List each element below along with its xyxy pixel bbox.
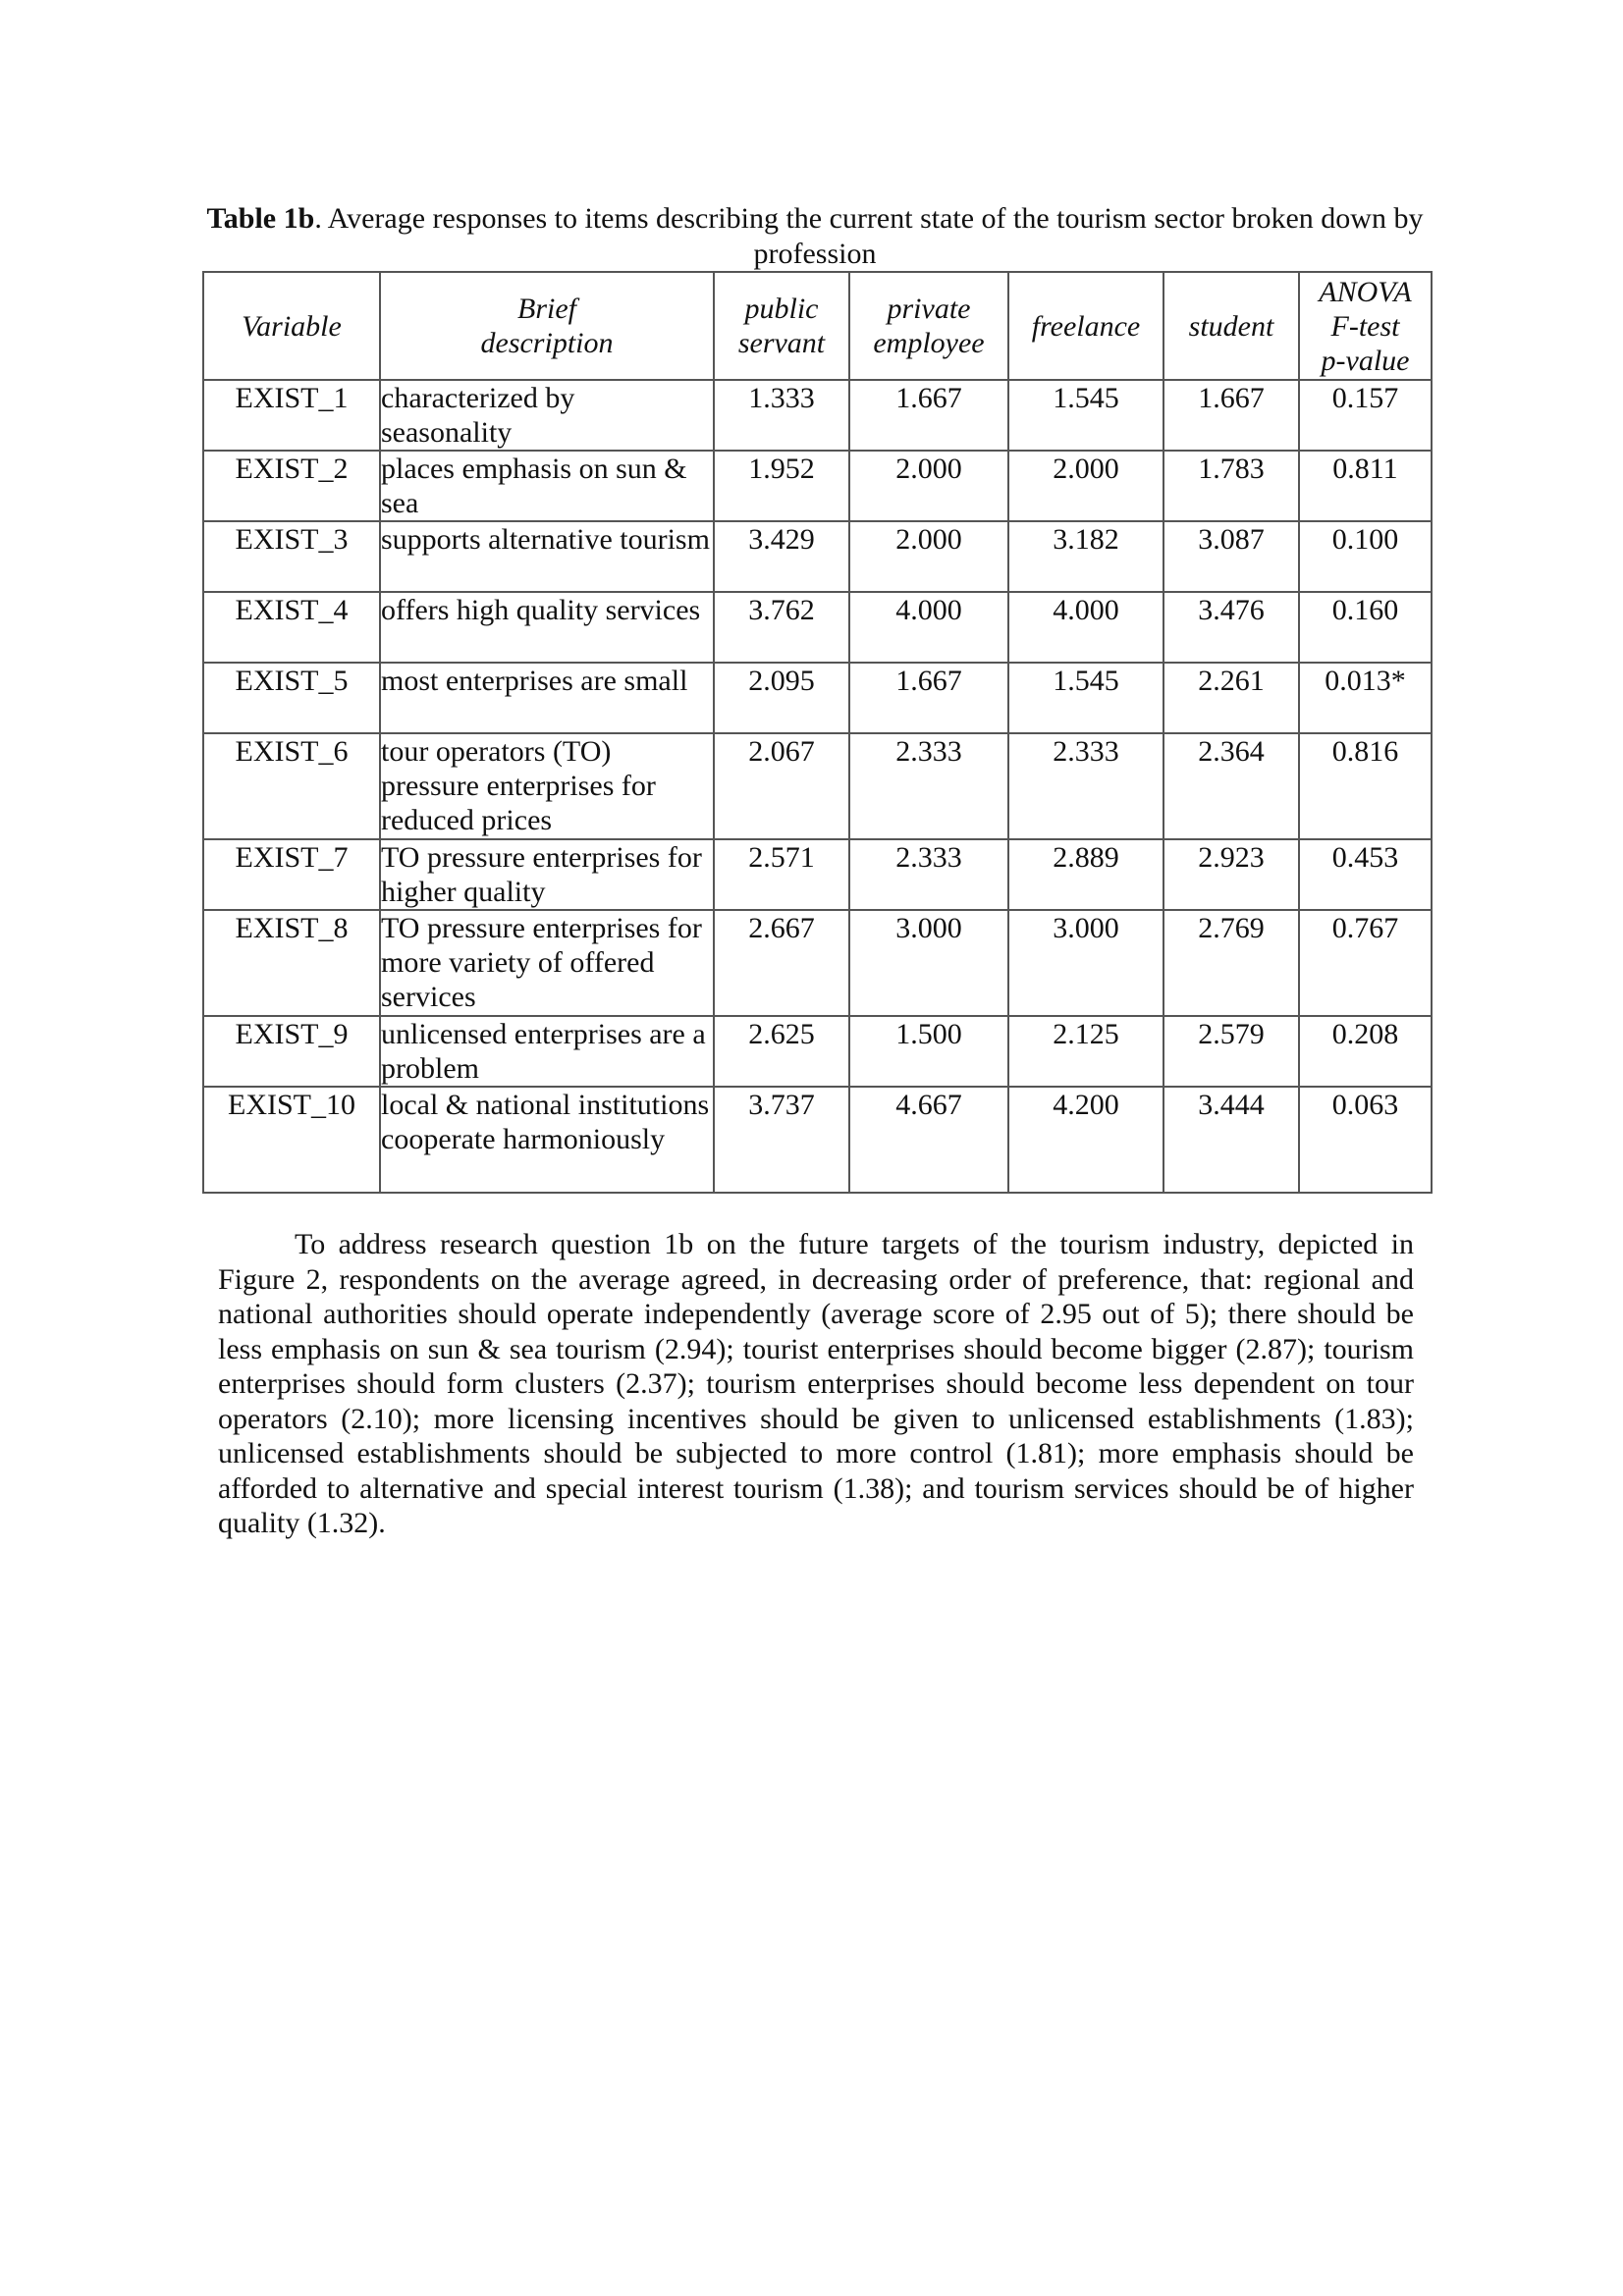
description-cell: TO pressure enterprises for higher quality [380,839,714,910]
freelance-cell: 4.000 [1008,592,1163,663]
student-cell: 2.923 [1163,839,1299,910]
private-employee-cell: 4.000 [849,592,1008,663]
table-row [203,1087,1432,1193]
private-employee-cell: 1.500 [849,1016,1008,1087]
header-public-servant: public servant [714,272,849,380]
variable-cell: EXIST_2 [203,451,380,521]
table-row [203,910,1432,1016]
table-row [203,733,1432,839]
table-caption-text: . Average responses to items describing the current state of the tourism sector broken down by profession [314,202,1424,270]
student-cell: 3.476 [1163,592,1299,663]
student-cell: 2.364 [1163,733,1299,839]
table-label: Table 1b [206,202,315,235]
private-employee-cell: 1.667 [849,663,1008,733]
description-cell: supports alternative tourism [380,521,714,592]
table-row [203,663,1432,733]
p-value-cell: 0.013* [1299,663,1432,733]
table-row [203,451,1432,521]
header-brief-description: Brief description [380,272,714,380]
public-servant-cell: 2.095 [714,663,849,733]
header-private-employee: private employee [849,272,1008,380]
private-employee-cell: 2.000 [849,451,1008,521]
variable-cell: EXIST_4 [203,592,380,663]
table-caption [201,201,1429,272]
freelance-cell: 1.545 [1008,663,1163,733]
student-cell: 2.769 [1163,910,1299,1016]
variable-cell: EXIST_9 [203,1016,380,1087]
table-row [203,380,1432,451]
header-variable: Variable [203,272,380,380]
student-cell: 2.579 [1163,1016,1299,1087]
public-servant-cell: 2.571 [714,839,849,910]
variable-cell: EXIST_5 [203,663,380,733]
table-header-row [203,272,1432,380]
private-employee-cell: 2.000 [849,521,1008,592]
public-servant-cell: 1.952 [714,451,849,521]
private-employee-cell: 3.000 [849,910,1008,1016]
body-paragraph: To address research question 1b on the future targets of the tourism industry, depicted in Figure 2, respondents on the average agreed, in decreasing order of preference, that: regional and national authorities should operate independently (average score of 2.95 out of 5); there should be less emphasis on sun & sea tourism (2.94); tourist enterprises should become bigger (2.87); tourism enterprises should form clusters (2.37); tourism enterprises should become less dependent on tour operators (2.10); more licensing incentives should be given to unlicensed establishments (1.83); unlicensed establishments should be subjected to more control (1.81); more emphasis should be afforded to alternative and special interest tourism (1.38); and tourism services should be of higher quality (1.32). [218,1228,1414,1539]
p-value-cell: 0.063 [1299,1087,1432,1193]
public-servant-cell: 2.625 [714,1016,849,1087]
variable-cell: EXIST_6 [203,733,380,839]
student-cell: 2.261 [1163,663,1299,733]
header-anova: ANOVA F-test p-value [1299,272,1432,380]
private-employee-cell: 1.667 [849,380,1008,451]
private-employee-cell: 2.333 [849,733,1008,839]
public-servant-cell: 2.067 [714,733,849,839]
private-employee-cell: 4.667 [849,1087,1008,1193]
freelance-cell: 2.125 [1008,1016,1163,1087]
p-value-cell: 0.453 [1299,839,1432,910]
p-value-cell: 0.160 [1299,592,1432,663]
variable-cell: EXIST_3 [203,521,380,592]
variable-cell: EXIST_7 [203,839,380,910]
p-value-cell: 0.816 [1299,733,1432,839]
description-cell: tour operators (TO) pressure enterprises for reduced prices [380,733,714,839]
table-row [203,592,1432,663]
p-value-cell: 0.767 [1299,910,1432,1016]
p-value-cell: 0.157 [1299,380,1432,451]
student-cell: 1.667 [1163,380,1299,451]
student-cell: 3.444 [1163,1087,1299,1193]
table-row [203,1016,1432,1087]
public-servant-cell: 3.762 [714,592,849,663]
table-row [203,839,1432,910]
p-value-cell: 0.100 [1299,521,1432,592]
header-freelance: freelance [1008,272,1163,380]
variable-cell: EXIST_8 [203,910,380,1016]
freelance-cell: 1.545 [1008,380,1163,451]
description-cell: most enterprises are small [380,663,714,733]
freelance-cell: 3.000 [1008,910,1163,1016]
public-servant-cell: 3.429 [714,521,849,592]
freelance-cell: 3.182 [1008,521,1163,592]
header-student: student [1163,272,1299,380]
variable-cell: EXIST_10 [203,1087,380,1193]
freelance-cell: 2.000 [1008,451,1163,521]
private-employee-cell: 2.333 [849,839,1008,910]
public-servant-cell: 2.667 [714,910,849,1016]
description-cell: offers high quality services [380,592,714,663]
variable-cell: EXIST_1 [203,380,380,451]
description-cell: local & national institutions cooperate harmoniously [380,1087,714,1193]
public-servant-cell: 3.737 [714,1087,849,1193]
table-row [203,521,1432,592]
freelance-cell: 4.200 [1008,1087,1163,1193]
public-servant-cell: 1.333 [714,380,849,451]
p-value-cell: 0.811 [1299,451,1432,521]
freelance-cell: 2.333 [1008,733,1163,839]
description-cell: TO pressure enterprises for more variety of offered services [380,910,714,1016]
description-cell: characterized by seasonality [380,380,714,451]
description-cell: unlicensed enterprises are a problem [380,1016,714,1087]
freelance-cell: 2.889 [1008,839,1163,910]
student-cell: 1.783 [1163,451,1299,521]
p-value-cell: 0.208 [1299,1016,1432,1087]
responses-table [202,271,1433,1194]
description-cell: places emphasis on sun & sea [380,451,714,521]
student-cell: 3.087 [1163,521,1299,592]
